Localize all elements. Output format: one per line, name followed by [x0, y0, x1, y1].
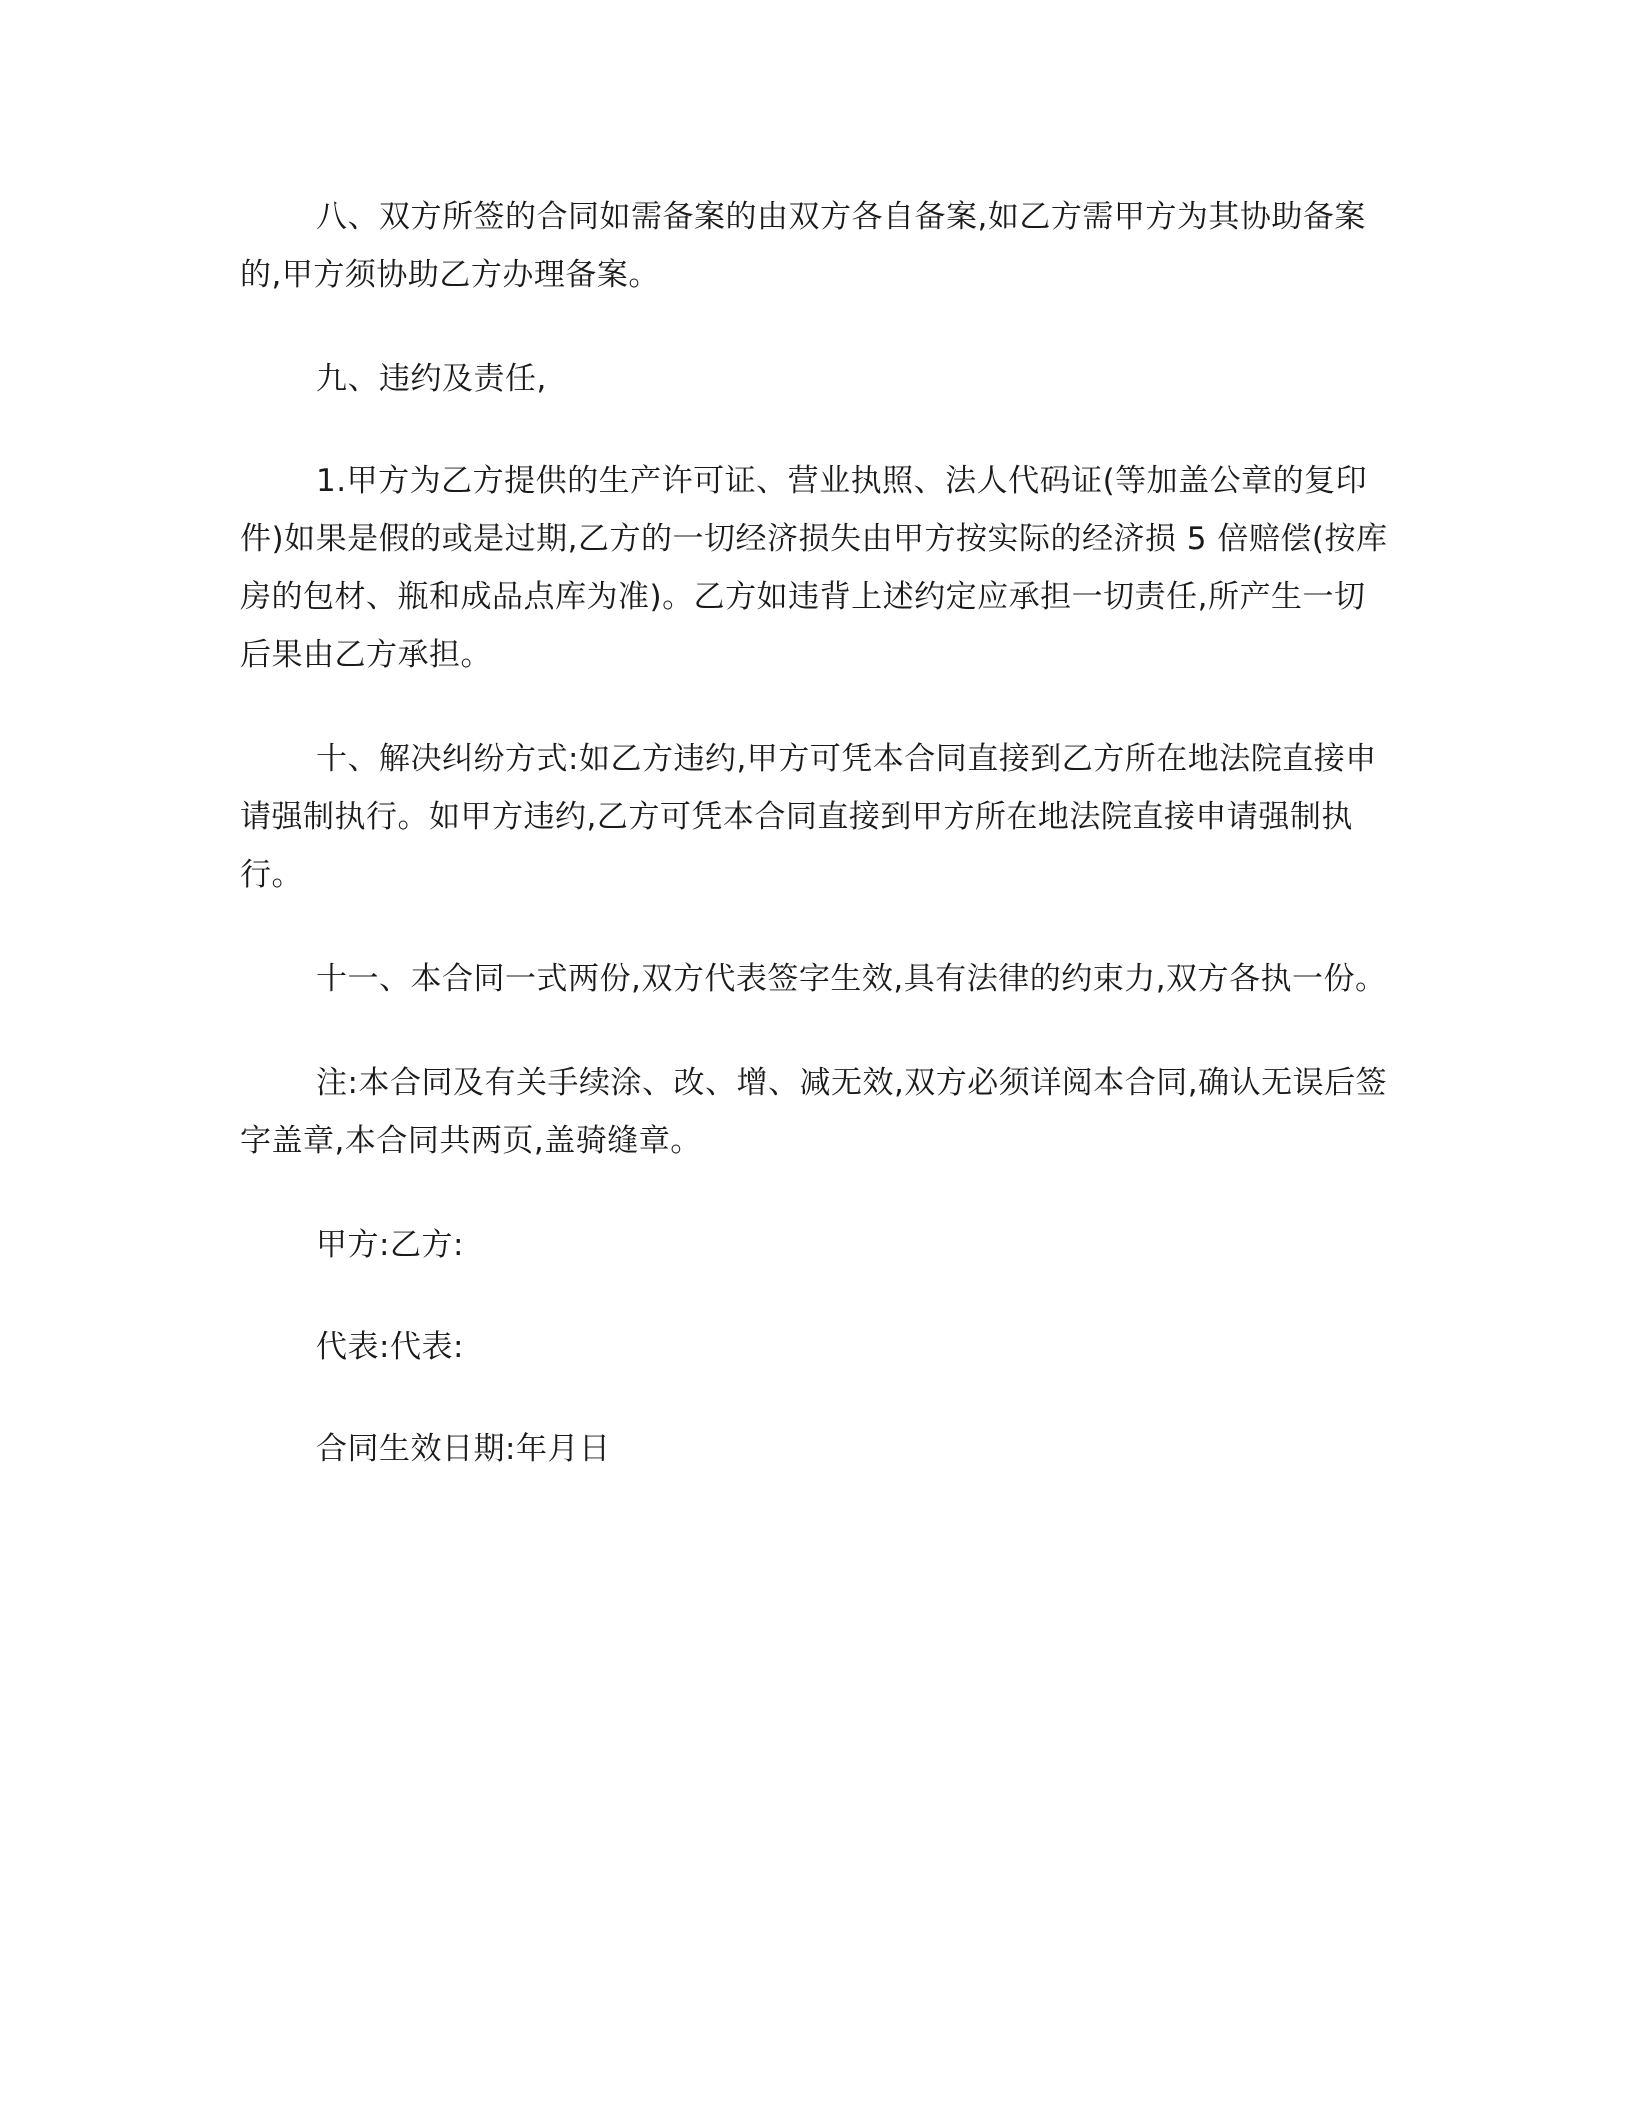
clause-eight: 八、双方所签的合同如需备案的由双方各自备案,如乙方需甲方为其协助备案的,甲方须协助乙方办理备案。: [240, 199, 1366, 293]
document-body: [240, 188, 1390, 1522]
representative-line: 代表:代表:: [316, 1329, 464, 1365]
clause-eleven: 十一、本合同一式两份,双方代表签字生效,具有法律的约束力,双方各执一份。: [316, 961, 1387, 997]
effective-date-line: 合同生效日期:年月日: [316, 1431, 611, 1467]
clause-ten: 十、解决纠纷方式:如乙方违约,甲方可凭本合同直接到乙方所在地法院直接申请强制执行。如甲方违约,乙方可凭本合同直接到甲方所在地法院直接申请强制执行。: [240, 741, 1377, 893]
party-line: 甲方:乙方:: [316, 1227, 464, 1263]
clause-nine-heading: 九、违约及责任,: [316, 361, 547, 397]
clause-nine-item-1: 1.甲方为乙方提供的生产许可证、营业执照、法人代码证(等加盖公章的复印件)如果是假的或是过期,乙方的一切经济损失由甲方按实际的经济损 5 倍赔偿(按库房的包材、瓶和成品点库为准)。乙方如违背上述约定应承担一切责任,所产生一切后果由乙方承担。: [240, 463, 1388, 673]
note-paragraph: 注:本合同及有关手续涂、改、增、减无效,双方必须详阅本合同,确认无误后签字盖章,本合同共两页,盖骑缝章。: [240, 1065, 1388, 1159]
